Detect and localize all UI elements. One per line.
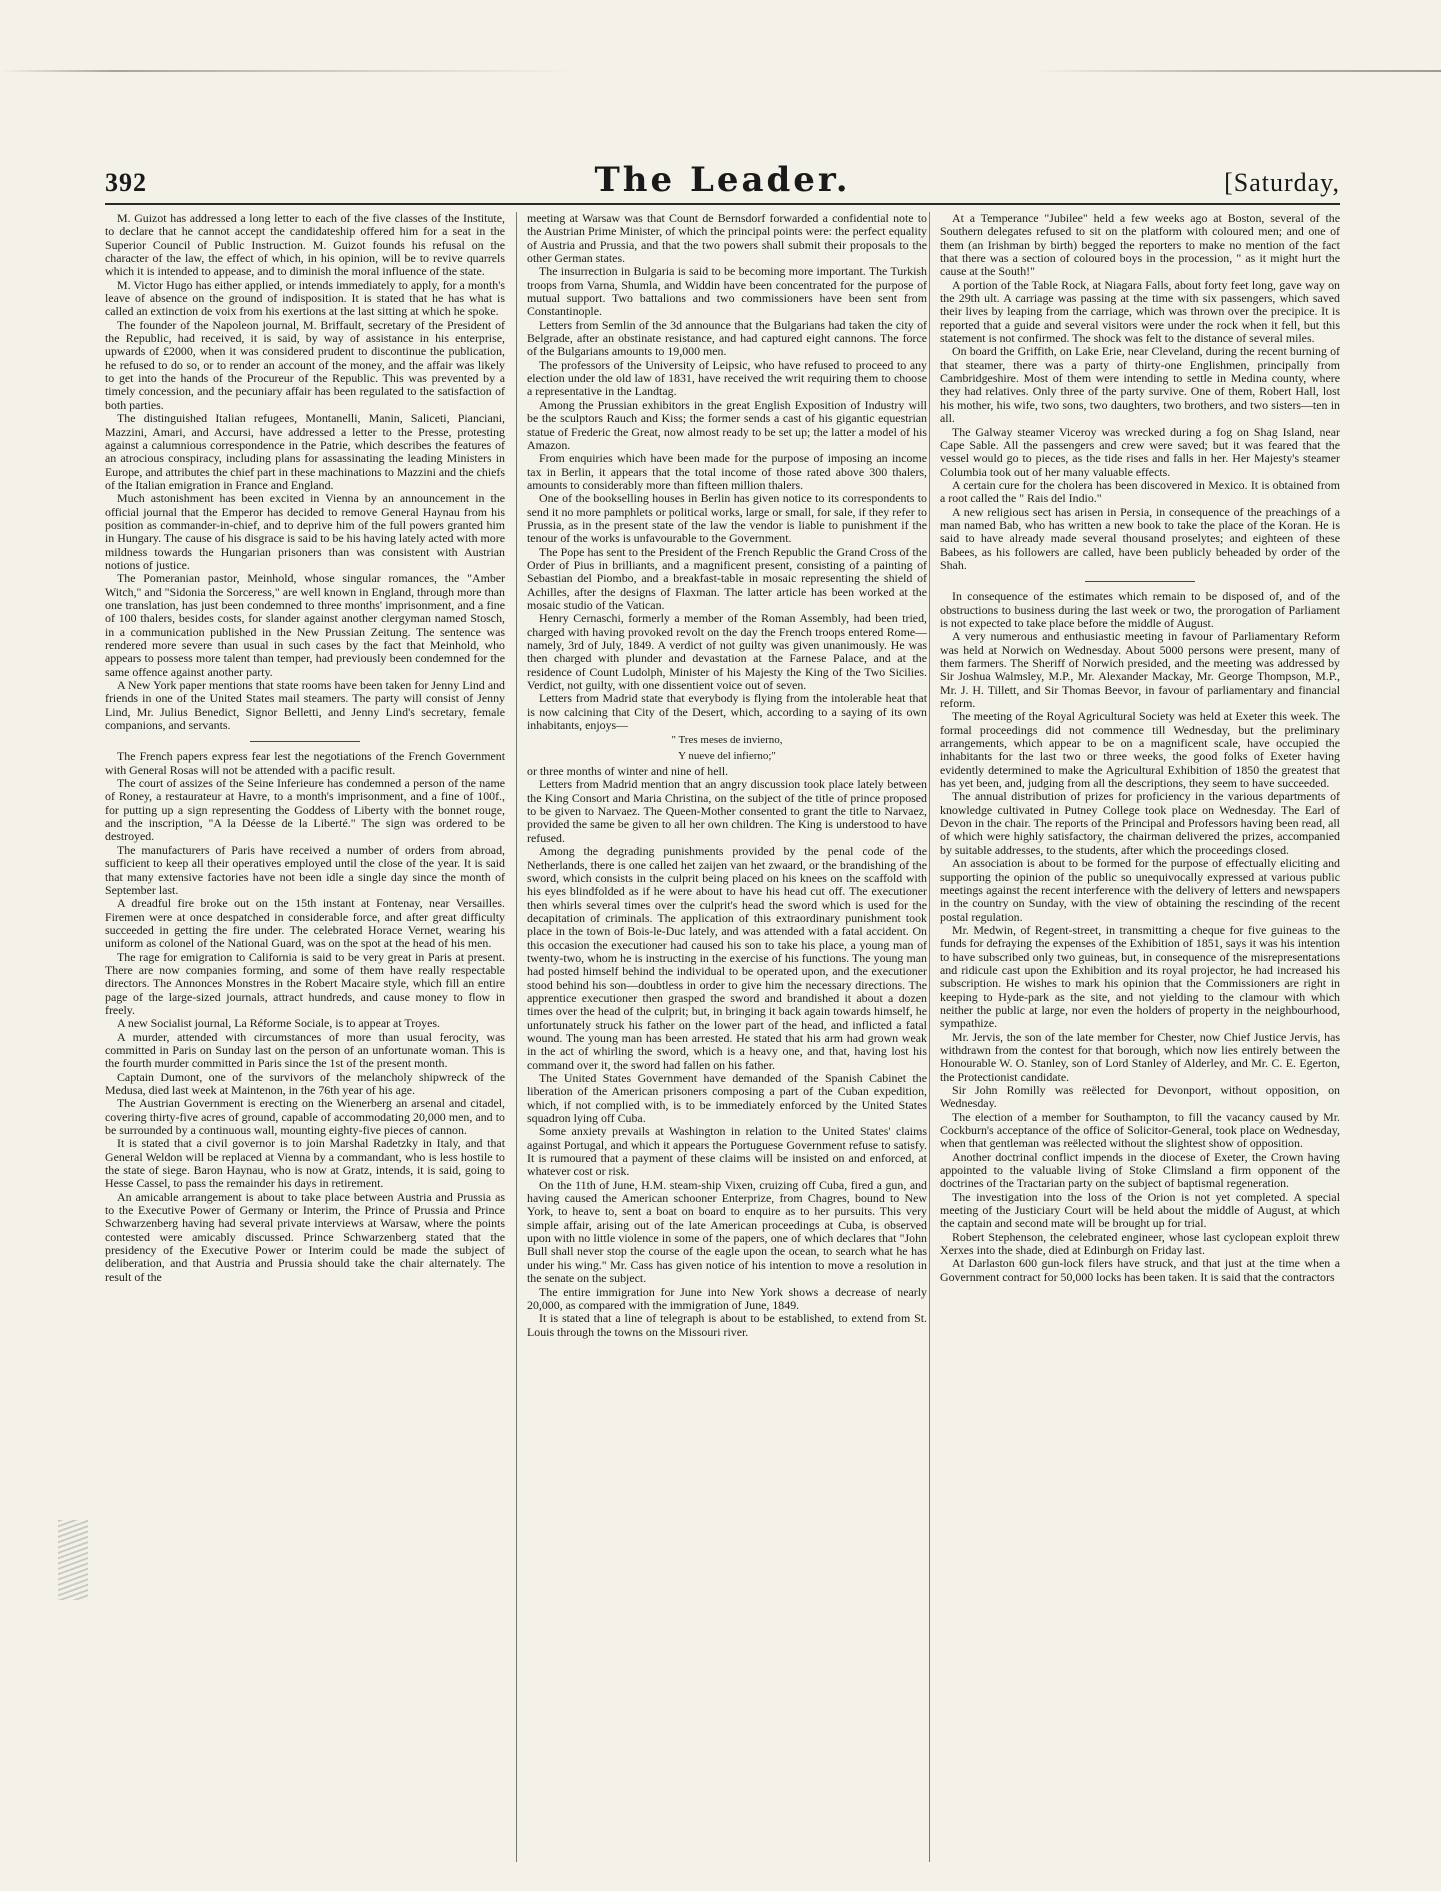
article-paragraph: A certain cure for the cholera has been discovered in Mexico. It is obtained from a root called the " Rais del Indio." (940, 477, 1340, 506)
column-divider (516, 212, 517, 1862)
page-edge (0, 70, 1441, 72)
article-paragraph: The entire immigration for June into New York shows a decrease of nearly 20,000, as compared with the immigration of June, 1849. (527, 1284, 927, 1312)
article-paragraph: Robert Stephenson, the celebrated engineer, whose last cyclopean exploit threw Xerxes into the shade, died at Edinburgh on Friday last. (940, 1229, 1340, 1258)
article-paragraph: The professors of the University of Leipsic, who have refused to proceed to any election under the old law of 1831, have received the writ requiring them to choose a representative in the Landtag. (527, 357, 927, 399)
article-paragraph: One of the bookselling houses in Berlin has given notice to its correspondents to send it no more pamphlets or political works, large or small, for sale, if they refer to Prussia, as in the present state of the law the vendor is liable to punishment if the tenour of the works is unfavourable to the Government. (527, 491, 927, 546)
article-paragraph: In consequence of the estimates which remain to be disposed of, and of the obstructions to business during the last week or two, the prorogation of Parliament is not expected to take place before the middle of August. (940, 589, 1340, 630)
article-paragraph: The election of a member for Southampton, to fill the vacancy caused by Mr. Cockburn's acceptance of the office of Solicitor-General, took place on Wednesday, when that gentleman was reëlected without the slightest show of opposition. (940, 1109, 1340, 1151)
article-paragraph: A New York paper mentions that state rooms have been taken for Jenny Lind and friends in one of the United States mail steamers. The party will consist of Jenny Lind, Mr. Julius Benedict, Signor Belletti, and Jenny Lind's secretary, female companions, and servants. (105, 678, 505, 733)
article-paragraph: The meeting of the Royal Agricultural Society was held at Exeter this week. The formal proceedings did not commence till Wednesday, but the preliminary arrangements, which appear to be on a magnificent scale, have occupied the inhabitants for the last two or three weeks, the good folks of Exeter having evidently determined to make the Agricultural Exhibition of 1850 the greatest that has yet been, and, judging from all the descriptions, they seem to have succeeded. (940, 709, 1340, 791)
page-number: 392 (105, 168, 147, 197)
article-paragraph: Letters from Madrid mention that an angry discussion took place lately between the King Consort and Maria Christina, on the subject of the title of prince proposed to be given to Narvaez. The Queen-Mother consented to grant the title to Narvaez, provided the same be given to all her own children. The King is understood to have refused. (527, 777, 927, 845)
column-1 (105, 212, 505, 1862)
article-paragraph: The Pomeranian pastor, Meinhold, whose singular romances, the "Amber Witch," and "Sidonia the Sorceress," are well known in England, through more than one translation, has just been condemned to three months' imprisonment, and a fine of 100 thalers, besides costs, for slander against another clergyman named Stosch, in a communication published in the New Prussian Zeitung. The sentence was rendered more severe than usual in such cases by the fact that Meinhold, who appears to possess more talent than temper, had previously been condemned for the same offence against another party. (105, 571, 505, 679)
article-paragraph: Henry Cernaschi, formerly a member of the Roman Assembly, had been tried, charged with having provoked revolt on the day the French troops entered Rome—namely, 3rd of July, 1849. A verdict of not guilty was given unanimously. He was then charged with plunder and devastation at the Farnese Palace, and at the residence of Count Ludolph, Minister of his Majesty the King of the Two Sicilies. Verdict, not guilty, with one dissentient voice out of seven. (527, 611, 927, 693)
issue-day: [Saturday, (1224, 168, 1340, 197)
article-paragraph: Among the degrading punishments provided by the penal code of the Netherlands, there is one called het zaijen van het zwaard, or the brandishing of the sword, which consists in the culprit being placed on his knees on the scaffold with his eyes blindfolded as if he were about to have his head cut off. The executioner then whirls several times over the culprit's head the sword which is used for the decapitation of criminals. The application of this extraordinary punishment took place in the town of Bois-le-Duc lately, and was attended with a fatal accident. On this occasion the executioner had caused his son to take his place, a young man of twenty-two, whom he is instructing in the exercise of his functions. The young man had posted himself behind the individual to be operated upon, and the executioner stood behind his son—doubtless in order to give him the necessary directions. The apprentice executioner then grasped the sword and brandished it about a dozen times over the head of the culprit; but, in bringing it back again towards himself, he unfortunately struck his father on the lower part of the head, and inflicted a fatal wound. The young man has been arrested. He stated that his arm had grown weak in the act of whirling the sword, which is a heavy one, and that, having lost his command over it, the sword had fallen on his father. (527, 844, 927, 1072)
article-paragraph: The founder of the Napoleon journal, M. Briffault, secretary of the President of the Republic, had received, it is said, by way of assistance in his enterprise, upwards of £2000, when it was considered prudent to discontinue the publication, he refused to do so, or to render an account of the money, and the affair was likely to get into the hands of the Procureur of the Republic. This was prevented by a timely concession, and the pecuniary affair has been regulated to the satisfaction of both parties. (105, 317, 505, 412)
article-paragraph: Much astonishment has been excited in Vienna by an announcement in the official journal that the Emperor has decided to remove General Haynau from his position as commander-in-chief, and to deprive him of the full powers granted him in Hungary. The cause of his disgrace is said to be his having lately acted with more mildness towards the Hungarian prisoners than was consistent with Austrian notions of justice. (105, 491, 505, 572)
article-paragraph: Captain Dumont, one of the survivors of the melancholy shipwreck of the Medusa, died last week at Maintenon, in the 76th year of his age. (105, 1069, 505, 1097)
article-paragraph: or three months of winter and nine of hell. (527, 764, 729, 779)
article-paragraph: The court of assizes of the Seine Inferieure has condemned a person of the name of Roney, a restaurateur at Havre, to a month's imprisonment, and a fine of 100f., for putting up a sign representing the Goddess of Liberty with the bonnet rouge, and the inscription, "A la Déesse de la Liberté." The sign was ordered to be destroyed. (105, 776, 505, 844)
article-paragraph: Mr. Jervis, the son of the late member for Chester, now Chief Justice Jervis, has withdrawn from the contest for that borough, which now lies entirely between the Honourable W. O. Stanley, son of Lord Stanley of Alderley, and Mr. C. E. Egerton, the Protectionist candidate. (940, 1029, 1340, 1084)
article-paragraph: meeting at Warsaw was that Count de Bernsdorf forwarded a confidential note to the Austrian Prime Minister, of which the principal points were: the perfect equality of Austria and Prussia, and that the two powers shall submit their proposals to the other German states. (527, 212, 927, 266)
article-paragraph: The Galway steamer Viceroy was wrecked during a fog on Shag Island, near Cape Sable. All the passengers and crew were saved; but it was feared that the vessel would go to pieces, as the tide rises and falls in her. Her Majesty's steamer Columbia took out of her many valuable effects. (940, 424, 1340, 479)
article-paragraph: M. Guizot has addressed a long letter to each of the five classes of the Institute, to declare that he cannot accept the candidateship offered him for a seat in the Superior Council of Public Instruction. M. Guizot founds his refusal on the character of the law, the effect of which, in his opinion, will be to revive quarrels which it is intended to appease, and to diminish the moral influence of the state. (105, 212, 505, 279)
header-rule (105, 203, 1340, 205)
article-paragraph: The distinguished Italian refugees, Montanelli, Manin, Saliceti, Pianciani, Mazzini, Amari, and Accursi, have addressed a letter to the Presse, protesting against a calumnious correspondence in the Patrie, which describes the features of an atrocious conspiracy, including plans for assassinating the leading Ministers in Europe, and attributes the chief part in these machinations to Mazzini and the chiefs of the Italian emigration in France and England. (105, 411, 505, 492)
article-paragraph: A murder, attended with circumstances of more than usual ferocity, was committed in Paris on Sunday last on the person of an unfortunate woman. This is the fourth murder committed in Paris since the 1st of the present month. (105, 1029, 505, 1071)
verse-line: Y nueve del infierno;" (678, 749, 776, 762)
article-paragraph: Letters from Semlin of the 3d announce that the Bulgarians had taken the city of Belgrade, after an obstinate resistance, and had captured eight cannons. The force of the Bulgarians amounts to 19,000 men. (527, 317, 927, 359)
section-separator (250, 741, 360, 742)
column-divider (929, 212, 930, 1862)
article-paragraph: The French papers express fear lest the negotiations of the French Government with General Rosas will not be attended with a pacific result. (105, 749, 505, 777)
article-paragraph: Some anxiety prevails at Washington in relation to the United States' claims against Portugal, and which it appears the Portuguese Government refuse to satisfy. It is rumoured that a payment of these claims will be insisted on and enforced, at whatever cost or risk. (527, 1124, 927, 1179)
article-paragraph: The Pope has sent to the President of the French Republic the Grand Cross of the Order of Pius in brilliants, and a magnificent present, consisting of a painting of Sebastian del Piombo, and a breakfast-table in mosaic representing the shield of Achilles, after the designs of Flaxman. The latter article has been worked at the mosaic studio of the Vatican. (527, 544, 927, 612)
article-paragraph: An amicable arrangement is about to take place between Austria and Prussia as to the Executive Power of Germany or Interim, the Prince of Prussia and Prince Schwarzenberg having had several private interviews at Warsaw, where the points contested were amicably discussed. Prince Schwarzenberg stated that the presidency of the Executive Power or Interim could be made the subject of deliberation, and that Austria and Prussia should take the chair alternately. The result of the (105, 1189, 505, 1284)
article-paragraph: A new religious sect has arisen in Persia, in consequence of the preachings of a man named Bab, who has written a new book to take the place of the Koran. He is said to have already made several thousand proselytes; and eighteen of these Babees, as his followers are called, have been publicly beheaded by order of the Shah. (940, 504, 1340, 572)
paper-title: The Leader. (594, 160, 851, 200)
verse-line: " Tres meses de invierno, (671, 734, 783, 747)
article-paragraph: On board the Griffith, on Lake Erie, near Cleveland, during the recent burning of that steamer, there was a party of thirty-one Englishmen, principally from Cambridgeshire. Most of them were intending to settle in Medina county, where they had relatives. Only three of the party survive. One of them, Robert Hall, lost his mother, his wife, two sons, two daughters, two brothers, and two sisters—ten in all. (940, 344, 1340, 426)
article-paragraph: The United States Government have demanded of the Spanish Cabinet the liberation of the American prisoners composing a part of the Cuban expedition, which, if not complied with, is to be immediately enforced by the United States squadron lying off Cuba. (527, 1071, 927, 1126)
article-paragraph: Letters from Madrid state that everybody is flying from the intolerable heat that is now calcining that City of the Desert, which, according to a saying of its own inhabitants, enjoys— (527, 691, 927, 733)
article-paragraph: The manufacturers of Paris have received a number of orders from abroad, sufficient to keep all their operatives employed until the close of the year. It is said that many extensive factories have not been idle a single day since the month of September last. (105, 842, 505, 897)
article-paragraph: It is stated that a line of telegraph is about to be established, to extend from St. Louis through the towns on the Missouri river. (527, 1311, 927, 1339)
article-paragraph: The investigation into the loss of the Orion is not yet completed. A special meeting of the Justiciary Court will be held about the middle of August, at which the captain and second mate will be brought up for trial. (940, 1189, 1340, 1231)
article-paragraph: The insurrection in Bulgaria is said to be becoming more important. The Turkish troops from Varna, Shumla, and Widdin have been concentrated for the purpose of mutual support. Two battalions and two commissioners have been sent from Constantinople. (527, 264, 927, 319)
section-separator (1085, 581, 1195, 582)
article-paragraph: A dreadful fire broke out on the 15th instant at Fontenay, near Versailles. Firemen were at once despatched in considerable force, and after great difficulty succeeded in getting the fire under. The celebrated Horace Vernet, wearing his uniform as colonel of the National Guard, was on the spot at the head of his men. (105, 896, 505, 951)
article-paragraph: A new Socialist journal, La Réforme Sociale, is to appear at Troyes. (117, 1016, 440, 1031)
article-paragraph: Another doctrinal conflict impends in the diocese of Exeter, the Crown having appointed to the valuable living of Stoke Climsland a firm opponent of the doctrines of the Tractarian party on the subject of baptismal regeneration. (940, 1149, 1340, 1191)
article-paragraph: The annual distribution of prizes for proficiency in the various departments of knowledge cultivated in Putney College took place on Wednesday. The Earl of Devon in the chair. The reports of the Principal and Professors having been read, all of which were highly satisfactory, the chairman delivered the prizes, accompanied by suitable addresses, to the students, after which the proceedings closed. (940, 789, 1340, 857)
article-paragraph: It is stated that a civil governor is to join Marshal Radetzky in Italy, and that General Weldon will be replaced at Vienna by a commandant, who is less hostile to the state of siege. Baron Haynau, who is now at Gratz, intends, it is said, going to Hesse Cassel, to pass the remainder his days in retirement. (105, 1136, 505, 1191)
article-paragraph: A portion of the Table Rock, at Niagara Falls, about forty feet long, gave way on the 29th ult. A carriage was passing at the time with six passengers, which saved their lives by leaping from the carriage, which was thrown over the precipice. It is reported that a guide and several visitors were under the rock when it fell, but this statement is not confirmed. The shock was felt to the distance of several miles. (940, 277, 1340, 346)
article-paragraph: Sir John Romilly was reëlected for Devonport, without opposition, on Wednesday. (940, 1083, 1340, 1111)
column-3 (940, 212, 1340, 1862)
article-paragraph: M. Victor Hugo has either applied, or intends immediately to apply, for a month's leave of absence on the ground of indisposition. It is stated that he has what is called an extinction de voix from his exertions at the last sitting at which he spoke. (105, 277, 505, 319)
article-paragraph: At a Temperance "Jubilee" held a few weeks ago at Boston, several of the Southern delegates refused to sit on the platform with coloured men; and one of them (an Irishman by birth) begged the reporters to make no mention of the fact that there was a section of coloured boys in the procession, " as it might hurt the cause at the South!" (940, 212, 1340, 279)
article-paragraph: At Darlaston 600 gun-lock filers have struck, and that just at the time when a Government contract for 50,000 locks has been taken. It is said that the contractors (940, 1256, 1340, 1284)
article-paragraph: Mr. Medwin, of Regent-street, in transmitting a cheque for five guineas to the funds for defraying the expenses of the Exhibition of 1851, says it was his intention to have subscribed only two guineas, but, in consequence of the misrepresentations and ridicule cast upon the Exhibition and its royal projector, he had increased his subscription. He wishes to mark his opinion that the Commissioners are right in keeping to Hyde-park as the site, and not yielding to the clamour with which neither the public at large, nor even the holders of property in the neighbourhood, sympathize. (940, 922, 1340, 1031)
article-paragraph: The Austrian Government is erecting on the Wienerberg an arsenal and citadel, covering thirty-five acres of ground, capable of accommodating 20,000 men, and to be surrounded by a continuous wall, mounting eighty-five pieces of cannon. (105, 1096, 505, 1138)
article-paragraph: An association is about to be formed for the purpose of effectually eliciting and supporting the opinion of the public so unequivocally expressed at various public meetings against the recent interference with the delivery of letters and newspapers in the country on Sunday, with the view of obtaining the rescinding of the recent postal regulation. (940, 856, 1340, 924)
article-paragraph: On the 11th of June, H.M. steam-ship Vixen, cruizing off Cuba, fired a gun, and having caused the American schooner Enterprize, from Chagres, bound to New York, to heave to, sent a boat on board to enquire as to her pursuits. This very simple affair, arising out of the late American proceedings at Cuba, is observed upon with no little violence in some of the papers, one of which declares that "John Bull shall never stop the course of the eagle upon the ocean, to search what he has under his wing." Mr. Cass has given notice of his intention to move a resolution in the senate on the subject. (527, 1177, 927, 1286)
article-paragraph: The rage for emigration to California is said to be very great in Paris at present. There are now companies forming, and some of them have really respectable directors. The Annonces Monstres in the Robert Macaire style, which fill an entire page of the large-sized journals, attract hundreds, and cause money to flow in freely. (105, 949, 505, 1017)
column-2 (527, 212, 927, 1862)
article-paragraph: From enquiries which have been made for the purpose of imposing an income tax in Berlin, it appears that the total income of those rated above 300 thalers, amounts to considerably more than fifteen million thalers. (527, 451, 927, 492)
article-paragraph: Among the Prussian exhibitors in the great English Exposition of Industry will be the sculptors Rauch and Kiss; the former sends a cast of his gigantic equestrian statue of Frederic the Great, now almost ready to be set up; the latter a model of his Amazon. (527, 397, 927, 452)
article-paragraph: A very numerous and enthusiastic meeting in favour of Parliamentary Reform was held at Norwich on Wednesday. About 5000 persons were present, many of them farmers. The Sheriff of Norwich presided, and the meeting was addressed by Sir Joshua Walmsley, M.P., Mr. Alexander Mackay, Mr. George Thompson, M.P., Mr. J. H. Tillett, and Sir Thomas Beevor, in favour of parliamentary and financial reform. (940, 629, 1340, 711)
page-stain (58, 1520, 88, 1600)
